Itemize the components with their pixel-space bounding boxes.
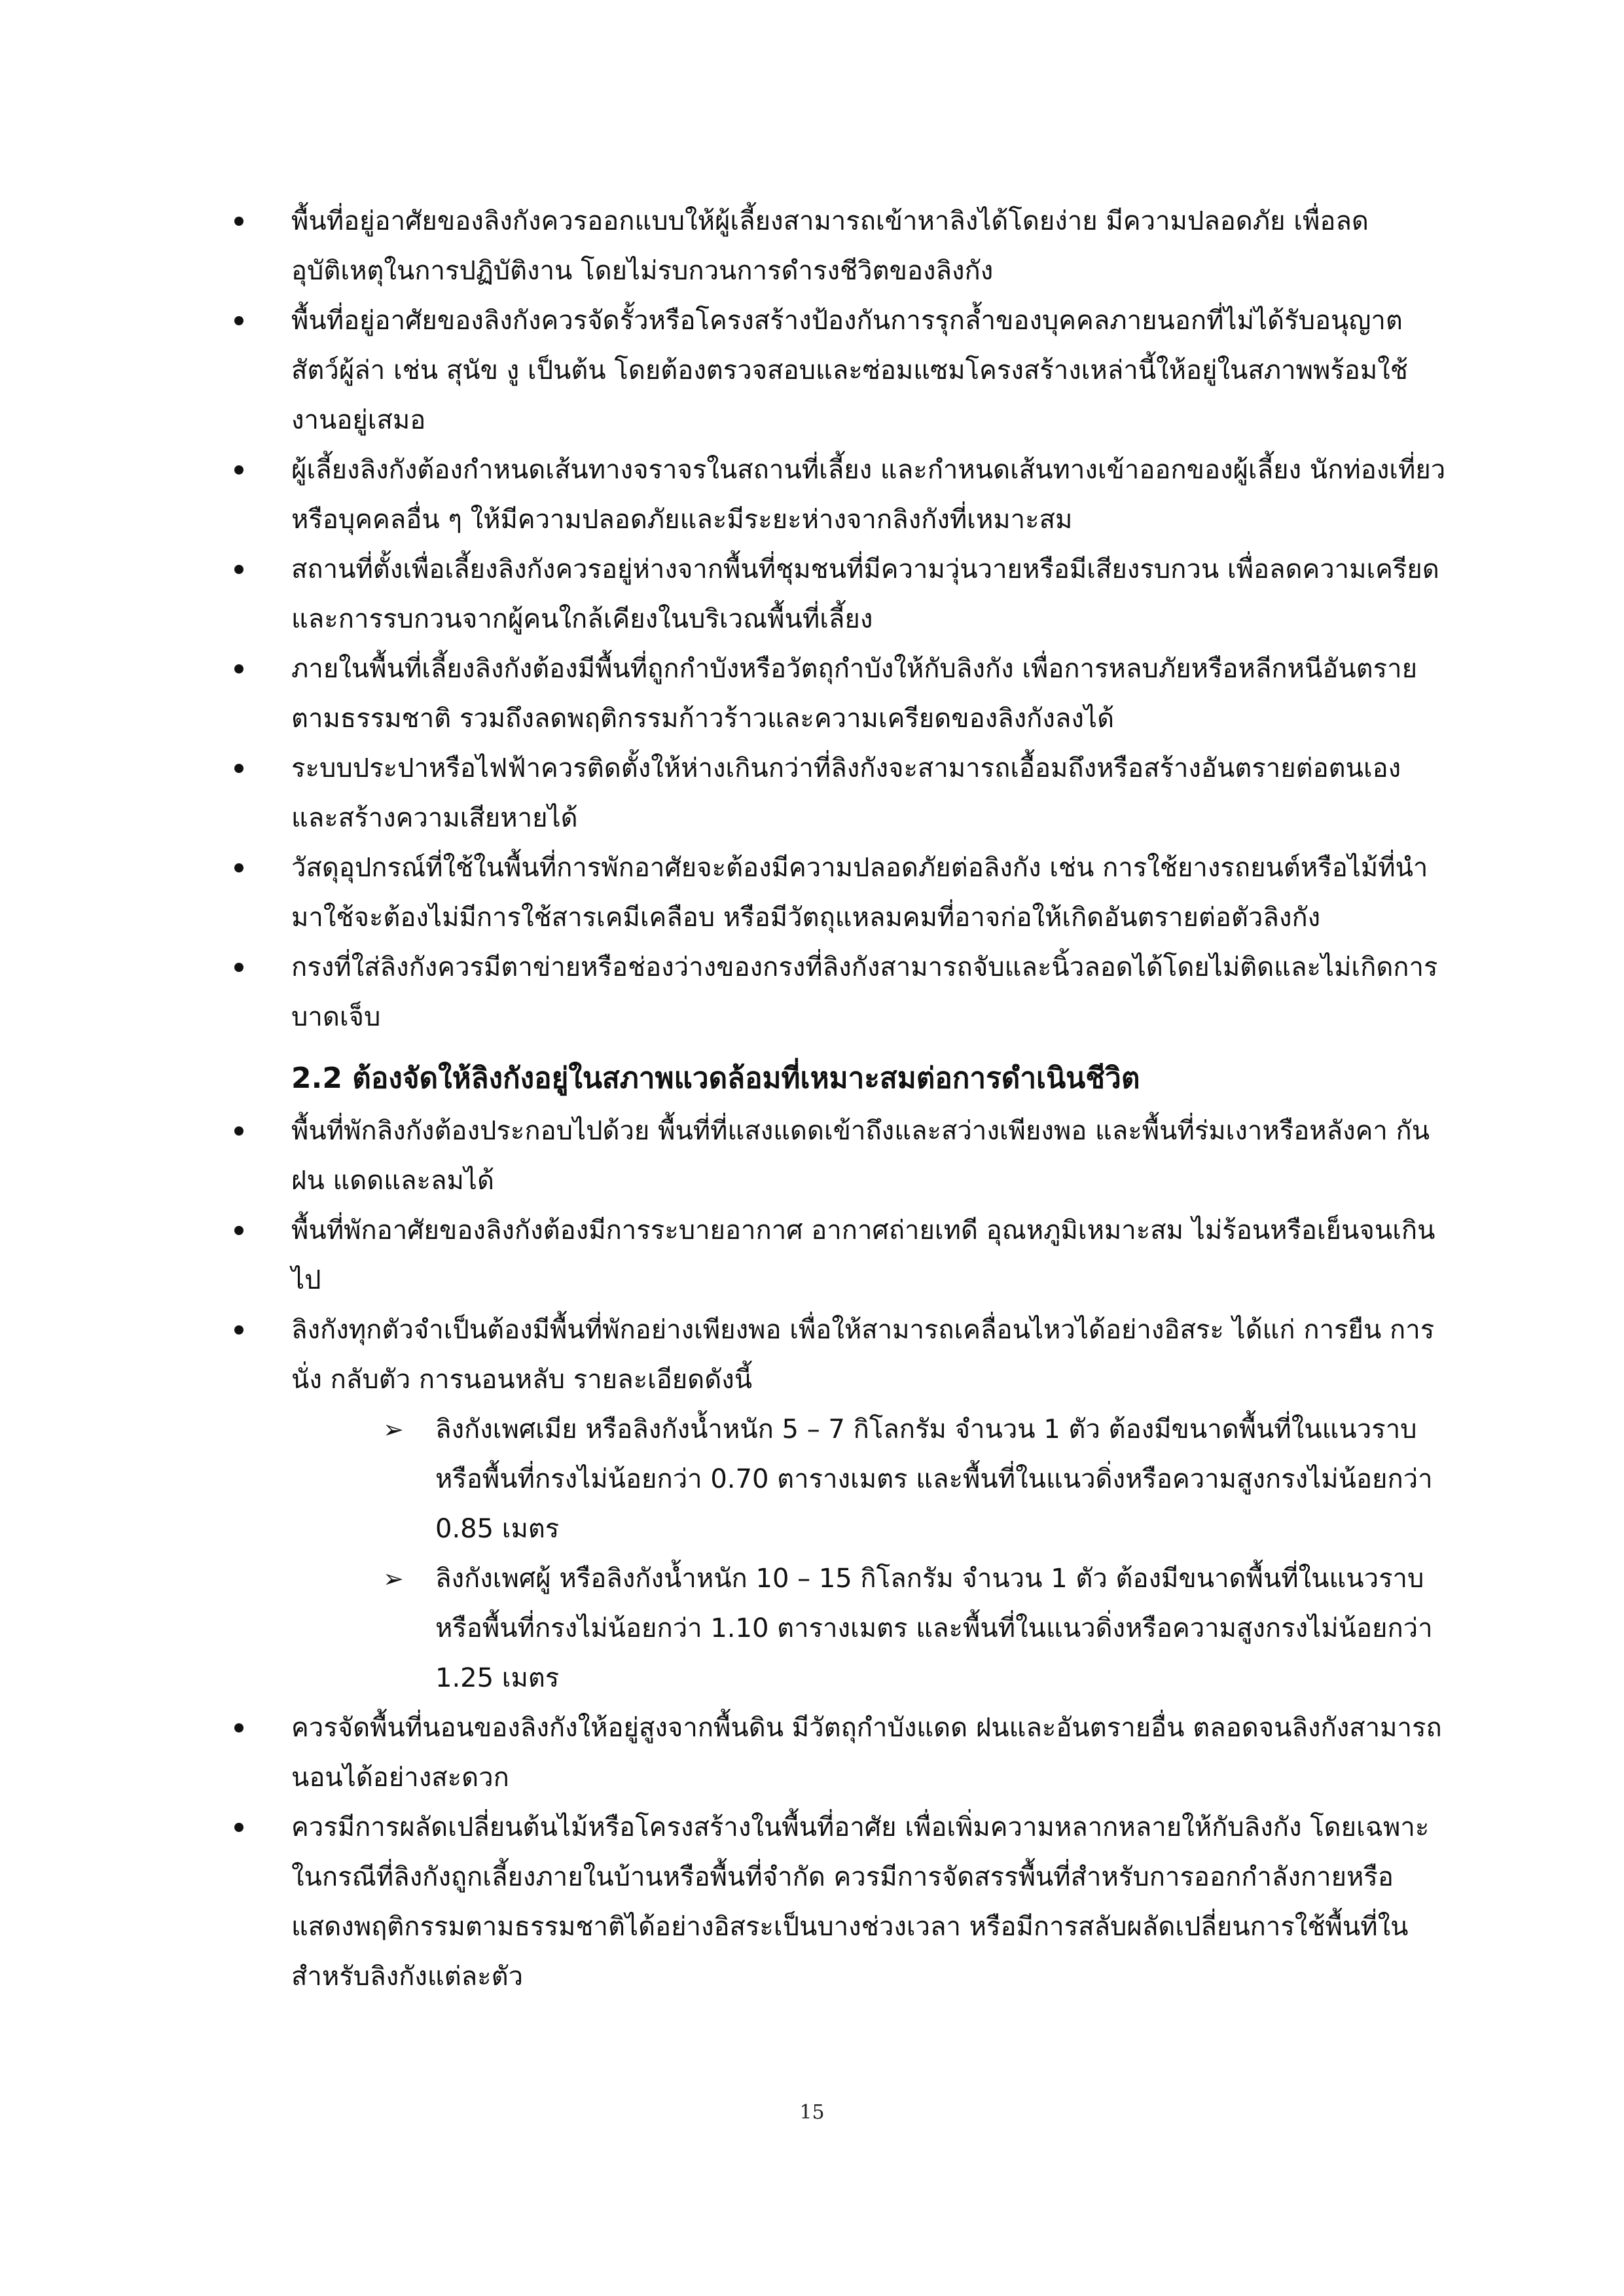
document-content [223, 196, 1447, 2001]
list-item-text: ลิงกังทุกตัวจำเป็นต้องมีพื้นที่พักอย่างเพียงพอ เพื่อให้สามารถเคลื่อนไหวได้อย่างอิสระ ได้แก่ การยืน การนั่ง กลับตัว การนอนหลับ รายละเอียดดังนี้ [291, 1315, 1435, 1395]
bullet-icon [234, 1823, 244, 1832]
bullet-icon [234, 963, 244, 972]
list-item-text: พื้นที่อยู่อาศัยของลิงกังควรจัดรั้วหรือโครงสร้างป้องกันการรุกล้ำของบุคคลภายนอกที่ไม่ได้รับอนุญาต สัตว์ผู้ล่า เช่น สุนัข งู เป็นต้น โดยต้องตรวจสอบและซ่อมแซมโครงสร้างเหล่านี้ให้อยู่ในสภาพพร้อมใช้งานอยู่เสมอ [291, 306, 1408, 435]
list-item [223, 296, 1447, 445]
bullet-icon [234, 465, 244, 475]
sub-list-item [383, 1405, 1447, 1554]
list-item-text: กรงที่ใส่ลิงกังควรมีตาข่ายหรือช่องว่างของกรงที่ลิงกังสามารถจับและนิ้วลอดได้โดยไม่ติดและไม่เกิดการบาดเจ็บ [291, 952, 1438, 1032]
list-item-text: พื้นที่พักลิงกังต้องประกอบไปด้วย พื้นที่ที่แสงแดดเข้าถึงและสว่างเพียงพอ และพื้นที่ร่มเงาหรือหลังคา กันฝน แดดและลมได้ [291, 1116, 1430, 1196]
bullet-icon [234, 1723, 244, 1732]
section1-list [223, 196, 1447, 1042]
list-item-text: ภายในพื้นที่เลี้ยงลิงกังต้องมีพื้นที่ถูกกำบังหรือวัตถุกำบังให้กับลิงกัง เพื่อการหลบภัยหรือหลีกหนีอันตรายตามธรรมชาติ รวมถึงลดพฤติกรรมก้าวร้าวและความเครียดของลิงกังลงได้ [291, 654, 1418, 734]
list-item [223, 1206, 1447, 1305]
list-item [223, 196, 1447, 296]
list-item [223, 1703, 1447, 1803]
list-item [223, 843, 1447, 942]
bullet-icon [234, 1325, 244, 1335]
list-item [223, 545, 1447, 644]
list-item [223, 1305, 1447, 1405]
list-item [223, 1106, 1447, 1206]
list-item-text: พื้นที่อยู่อาศัยของลิงกังควรออกแบบให้ผู้เลี้ยงสามารถเข้าหาลิงได้โดยง่าย มีความปลอดภัย เพื่อลดอุบัติเหตุในการปฏิบัติงาน โดยไม่รบกวนการดำรงชีวิตของลิงกัง [291, 206, 1369, 286]
arrow-bullet-icon: ➢ [383, 1415, 404, 1444]
list-item [223, 942, 1447, 1042]
list-item-text: วัสดุอุปกรณ์ที่ใช้ในพื้นที่การพักอาศัยจะต้องมีความปลอดภัยต่อลิงกัง เช่น การใช้ยางรถยนต์หรือไม้ที่นำมาใช้จะต้องไม่มีการใช้สารเคมีเคลือบ หรือมีวัตถุแหลมคมที่อาจก่อให้เกิดอันตรายต่อตัวลิงกัง [291, 853, 1428, 933]
page-number: 15 [799, 2101, 825, 2124]
list-item-text: ระบบประปาหรือไฟฟ้าควรติดตั้งให้ห่างเกินกว่าที่ลิงกังจะสามารถเอื้อมถึงหรือสร้างอันตรายต่อตนเองและสร้างความเสียหายได้ [291, 753, 1401, 833]
bullet-icon [234, 664, 244, 673]
sub-list [223, 1405, 1447, 1703]
section2-list [223, 1106, 1447, 1405]
list-item-text: พื้นที่พักอาศัยของลิงกังต้องมีการระบายอากาศ อากาศถ่ายเทดี อุณหภูมิเหมาะสม ไม่ร้อนหรือเย็นจนเกินไป [291, 1215, 1435, 1295]
bullet-icon [234, 863, 244, 872]
bullet-icon [234, 316, 244, 325]
section-heading: 2.2 ต้องจัดให้ลิงกังอยู่ในสภาพแวดล้อมที่เหมาะสมต่อการดำเนินชีวิต [291, 1062, 1140, 1095]
sub-list-item [383, 1554, 1447, 1703]
bullet-icon [234, 217, 244, 226]
bullet-icon [234, 1226, 244, 1235]
sub-list-item-text: ลิงกังเพศเมีย หรือลิงกังน้ำหนัก 5 – 7 กิโลกรัม จำนวน 1 ตัว ต้องมีขนาดพื้นที่ในแนวราบหรือพื้นที่กรงไม่น้อยกว่า 0.70 ตารางเมตร และพื้นที่ในแนวดิ่งหรือความสูงกรงไม่น้อยกว่า 0.85 เมตร [435, 1414, 1433, 1544]
list-item-text: ผู้เลี้ยงลิงกังต้องกำหนดเส้นทางจราจรในสถานที่เลี้ยง และกำหนดเส้นทางเข้าออกของผู้เลี้ยง นักท่องเที่ยว หรือบุคคลอื่น ๆ ให้มีความปลอดภัยและมีระยะห่างจากลิงกังที่เหมาะสม [291, 455, 1446, 535]
section2-list-continued [223, 1703, 1447, 2001]
bullet-icon [234, 764, 244, 773]
sub-list-item-text: ลิงกังเพศผู้ หรือลิงกังน้ำหนัก 10 – 15 กิโลกรัม จำนวน 1 ตัว ต้องมีขนาดพื้นที่ในแนวราบหรือพื้นที่กรงไม่น้อยกว่า 1.10 ตารางเมตร และพื้นที่ในแนวดิ่งหรือความสูงกรงไม่น้อยกว่า 1.25 เมตร [435, 1564, 1433, 1693]
bullet-icon [234, 565, 244, 574]
list-item-text: ควรมีการผลัดเปลี่ยนต้นไม้หรือโครงสร้างในพื้นที่อาศัย เพื่อเพิ่มความหลากหลายให้กับลิงกัง โดยเฉพาะในกรณีที่ลิงกังถูกเลี้ยงภายในบ้านหรือพื้นที่จำกัด ควรมีการจัดสรรพื้นที่สำหรับการออกกำลังกายหรือแสดงพฤติกรรมตามธรรมชาติได้อย่างอิสระเป็นบางช่วงเวลา หรือมีการสลับผลัดเปลี่ยนการใช้พื้นที่ในสำหรับลิงกังแต่ละตัว [291, 1812, 1430, 1992]
list-item [223, 644, 1447, 744]
list-item [223, 744, 1447, 843]
list-item [223, 1803, 1447, 2001]
list-item [223, 445, 1447, 545]
list-item-text: สถานที่ตั้งเพื่อเลี้ยงลิงกังควรอยู่ห่างจากพื้นที่ชุมชนที่มีความวุ่นวายหรือมีเสียงรบกวน เพื่อลดความเครียดและการรบกวนจากผู้คนใกล้เคียงในบริเวณพื้นที่เลี้ยง [291, 554, 1439, 634]
bullet-icon [234, 1126, 244, 1136]
list-item-text: ควรจัดพื้นที่นอนของลิงกังให้อยู่สูงจากพื้นดิน มีวัตถุกำบังแดด ฝนและอันตรายอื่น ตลอดจนลิงกังสามารถนอนได้อย่างสะดวก [291, 1713, 1442, 1793]
arrow-bullet-icon: ➢ [383, 1564, 404, 1593]
